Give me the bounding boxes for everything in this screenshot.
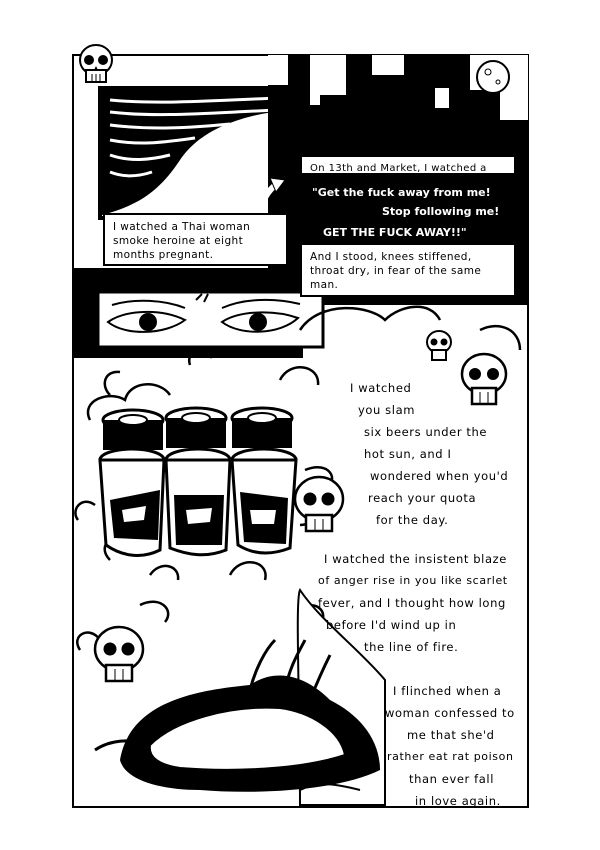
narration-line: reach your quota <box>368 491 477 505</box>
scream-line-2: Stop following me! <box>382 205 500 218</box>
caption-stood-knees: And I stood, knees stiffened, throat dry, in fear of the same man. <box>300 243 516 297</box>
moon-icon <box>477 61 509 93</box>
narration-line: for the day. <box>376 513 449 527</box>
scream-line-3: GET THE FUCK AWAY!!" <box>323 226 467 239</box>
narration-line: the line of fire. <box>364 640 459 654</box>
skull-icon <box>95 627 143 681</box>
beer-can-icon <box>100 408 296 555</box>
narration-line: in love again. <box>415 794 501 808</box>
skull-icon <box>427 331 451 360</box>
eyes-panel <box>73 268 323 358</box>
narration-line: before I'd wind up in <box>326 618 457 632</box>
narration-line: rather eat rat poison <box>387 750 514 763</box>
narration-line: I watched <box>350 381 412 395</box>
narration-line: you slam <box>358 403 416 417</box>
narration-line: six beers under the <box>364 425 488 439</box>
scream-line-1: "Get the fuck away from me! <box>312 186 491 199</box>
narration-rat-poison <box>385 680 525 812</box>
narration-line: I watched the insistent blaze <box>324 552 507 566</box>
narration-line: of anger rise in you like scarlet <box>318 574 508 587</box>
narration-line: wondered when you'd <box>370 469 509 483</box>
narration-line: woman confessed to <box>385 706 515 720</box>
narration-line: fever, and I thought how long <box>318 596 506 610</box>
caption-13th-market: On 13th and Market, I watched a woman scream. <box>300 155 516 175</box>
narration-line: me that she'd <box>407 728 495 742</box>
caption-thai-woman: I watched a Thai woman smoke heroine at eight months pregnant. <box>103 213 288 266</box>
narration-line: I flinched when a <box>393 684 502 698</box>
narration-line: hot sun, and I <box>364 447 452 461</box>
narration-line: than ever fall <box>409 772 495 786</box>
narration-anger <box>318 548 528 658</box>
narration-beers <box>350 377 525 531</box>
skull-icon <box>295 477 343 531</box>
skull-icon <box>80 45 112 82</box>
